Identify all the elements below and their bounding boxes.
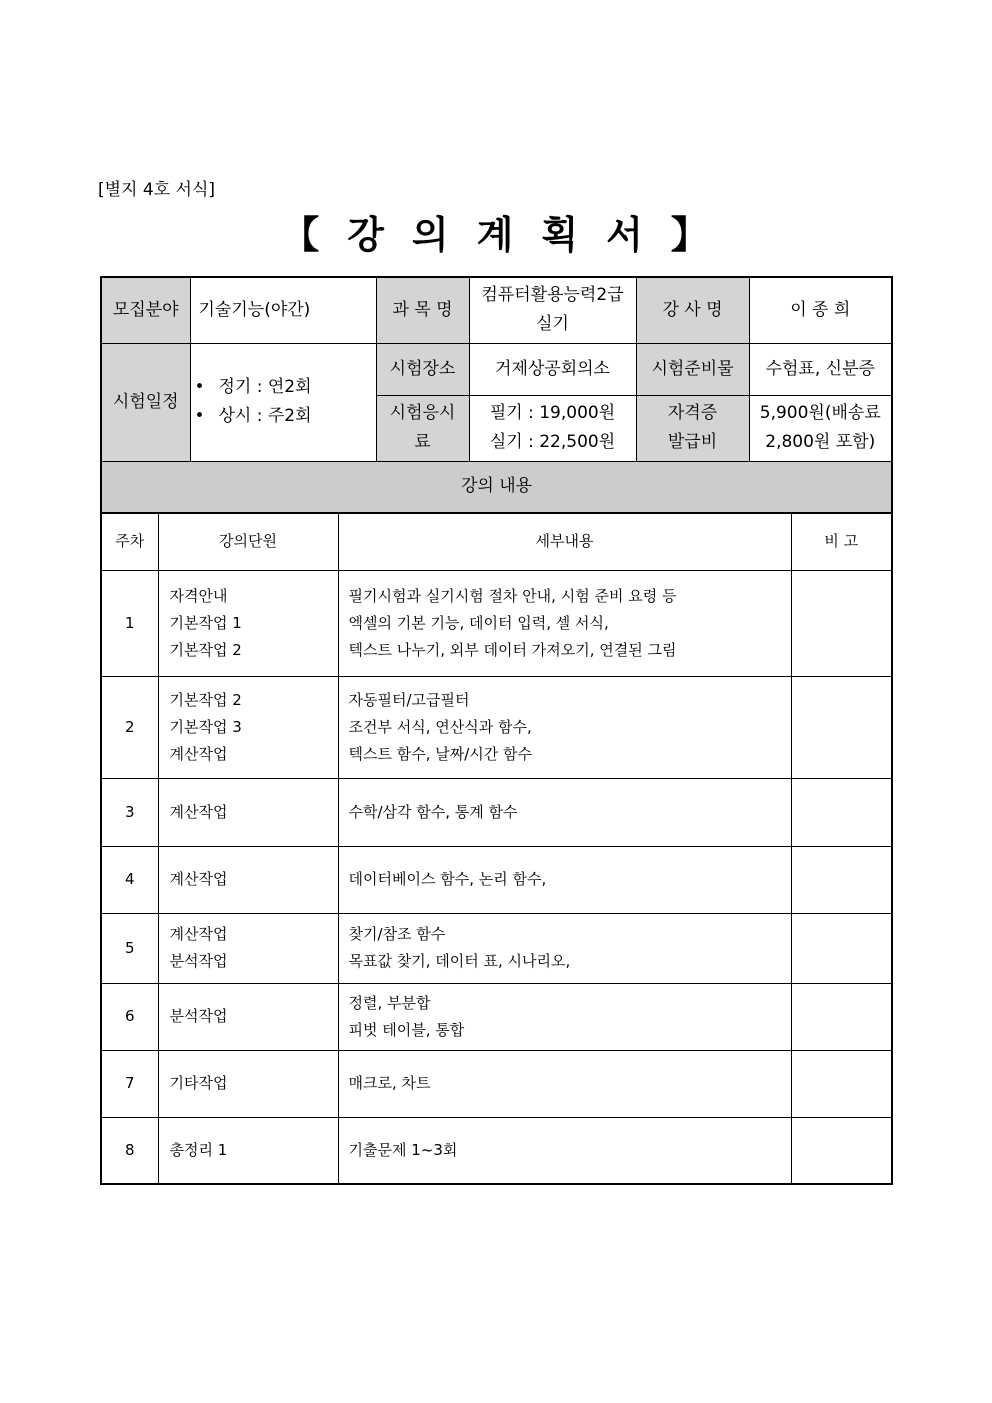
detail-cell — [338, 778, 791, 846]
field-label: 모집분야 — [101, 277, 190, 343]
title-char: 획 — [541, 213, 581, 257]
week-cell: 6 — [101, 983, 158, 1050]
detail-cell — [338, 676, 791, 778]
unit-line: 계산작업 — [169, 802, 228, 821]
field-value: 기술기능(야간) — [190, 277, 376, 343]
schedule-label: 시험일정 — [101, 343, 190, 461]
form-number: [별지 4호 서식] — [98, 180, 215, 200]
fee-label — [376, 395, 469, 461]
schedule-item-text: 상시 : 주2회 — [218, 406, 312, 426]
title-char: 서 — [606, 213, 645, 257]
unit-cell — [158, 778, 338, 846]
subject-label: 과 목 명 — [376, 277, 469, 343]
note-cell — [791, 1050, 892, 1117]
detail-cell — [338, 983, 791, 1050]
unit-line: 기본작업 1 — [169, 613, 242, 632]
table-row — [101, 778, 892, 846]
week-header: 주차 — [101, 513, 158, 570]
schedule-item — [195, 373, 376, 402]
document-title — [0, 204, 992, 259]
unit-line: 기본작업 2 — [169, 690, 242, 709]
unit-line: 기본작업 3 — [169, 717, 242, 736]
detail-line: 기출문제 1~3회 — [348, 1140, 458, 1159]
unit-line: 분석작업 — [169, 1007, 228, 1025]
table-row — [101, 913, 892, 983]
detail-cell — [338, 846, 791, 913]
unit-cell — [158, 1050, 338, 1117]
instructor-label: 강 사 명 — [636, 277, 749, 343]
detail-cell — [338, 913, 791, 983]
cert-label — [636, 395, 749, 461]
cert-value — [749, 395, 892, 461]
fee-value-line: 필기 : 19,000원 — [489, 403, 616, 423]
cert-value-line: 2,800원 포함) — [765, 432, 876, 452]
unit-cell — [158, 676, 338, 778]
bullet-icon: • — [194, 406, 205, 426]
detail-cell — [338, 1050, 791, 1117]
subject-value-line: 실기 — [536, 314, 569, 335]
detail-cell — [338, 1117, 791, 1184]
fee-value-line: 실기 : 22,500원 — [489, 432, 616, 452]
week-cell: 7 — [101, 1050, 158, 1117]
unit-line: 계산작업 — [169, 870, 228, 888]
venue-value: 거제상공회의소 — [469, 343, 636, 395]
detail-line: 엑셀의 기본 기능, 데이터 입력, 셀 서식, — [348, 613, 609, 632]
week-cell: 5 — [101, 913, 158, 983]
title-open-bracket: 【 — [281, 213, 322, 257]
unit-cell — [158, 846, 338, 913]
detail-line: 수학/삼각 함수, 통계 함수 — [348, 802, 518, 821]
table-row — [101, 676, 892, 778]
week-cell: 1 — [101, 570, 158, 676]
detail-line: 목표값 찾기, 데이터 표, 시나리오, — [348, 952, 571, 970]
detail-header: 세부내용 — [338, 513, 791, 570]
schedule-item — [195, 402, 376, 431]
unit-cell — [158, 570, 338, 676]
title-close-bracket: 】 — [670, 213, 711, 257]
detail-line: 피벗 테이블, 통합 — [348, 1020, 465, 1039]
unit-line: 기본작업 2 — [169, 640, 242, 659]
week-cell: 2 — [101, 676, 158, 778]
detail-line: 텍스트 나누기, 외부 데이터 가져오기, 연결된 그림 — [348, 640, 677, 659]
supplies-value: 수험표, 신분증 — [749, 343, 892, 395]
detail-line: 자동필터/고급필터 — [348, 690, 470, 709]
detail-line: 필기시험과 실기시험 절차 안내, 시험 준비 요령 등 — [348, 586, 677, 605]
detail-line: 정렬, 부분합 — [348, 993, 431, 1012]
unit-line: 총정리 1 — [169, 1140, 228, 1159]
unit-cell — [158, 983, 338, 1050]
unit-header: 강의단원 — [158, 513, 338, 570]
plan-header-row — [101, 513, 892, 570]
cert-value-line: 5,900원(배송료 — [759, 403, 881, 423]
note-cell — [791, 983, 892, 1050]
detail-line: 찾기/참조 함수 — [348, 925, 446, 943]
subject-value-line: 컴퓨터활용능력2급 — [481, 285, 624, 306]
table-row — [101, 570, 892, 676]
fee-label-line: 료 — [414, 432, 431, 452]
unit-line: 계산작업 — [169, 744, 228, 763]
venue-label: 시험장소 — [376, 343, 469, 395]
cert-label-line: 자격증 — [667, 403, 718, 423]
note-cell — [791, 676, 892, 778]
table-row — [101, 1117, 892, 1184]
unit-line: 분석작업 — [169, 952, 228, 970]
note-cell — [791, 913, 892, 983]
note-cell — [791, 846, 892, 913]
fee-value — [469, 395, 636, 461]
unit-line: 자격안내 — [169, 586, 228, 605]
bullet-icon: • — [194, 377, 205, 397]
table-row — [101, 1050, 892, 1117]
unit-cell — [158, 913, 338, 983]
note-header: 비 고 — [791, 513, 892, 570]
schedule-item-text: 정기 : 연2회 — [218, 377, 312, 397]
week-cell: 4 — [101, 846, 158, 913]
table-row — [101, 983, 892, 1050]
lecture-plan-table — [100, 512, 893, 1185]
instructor-value: 이 종 희 — [749, 277, 892, 343]
unit-cell — [158, 1117, 338, 1184]
content-band: 강의 내용 — [101, 461, 892, 513]
schedule-list — [190, 343, 376, 461]
week-cell: 8 — [101, 1117, 158, 1184]
fee-label-line: 시험응시 — [389, 403, 456, 423]
unit-line: 기타작업 — [169, 1074, 228, 1092]
detail-line: 텍스트 함수, 날짜/시간 함수 — [348, 744, 533, 763]
detail-line: 매크로, 차트 — [348, 1074, 431, 1092]
unit-line: 계산작업 — [169, 925, 228, 943]
exam-info-table — [100, 276, 893, 514]
detail-line: 조건부 서식, 연산식과 함수, — [348, 717, 532, 736]
note-cell — [791, 570, 892, 676]
title-char: 강 — [347, 213, 386, 257]
supplies-label: 시험준비물 — [636, 343, 749, 395]
week-cell: 3 — [101, 778, 158, 846]
note-cell — [791, 1117, 892, 1184]
subject-value — [469, 277, 636, 343]
title-char: 계 — [476, 213, 516, 257]
detail-line: 데이터베이스 함수, 논리 함수, — [348, 870, 547, 888]
table-row — [101, 846, 892, 913]
cert-label-line: 발급비 — [667, 432, 718, 452]
note-cell — [791, 778, 892, 846]
detail-cell — [338, 570, 791, 676]
title-char: 의 — [411, 213, 451, 257]
